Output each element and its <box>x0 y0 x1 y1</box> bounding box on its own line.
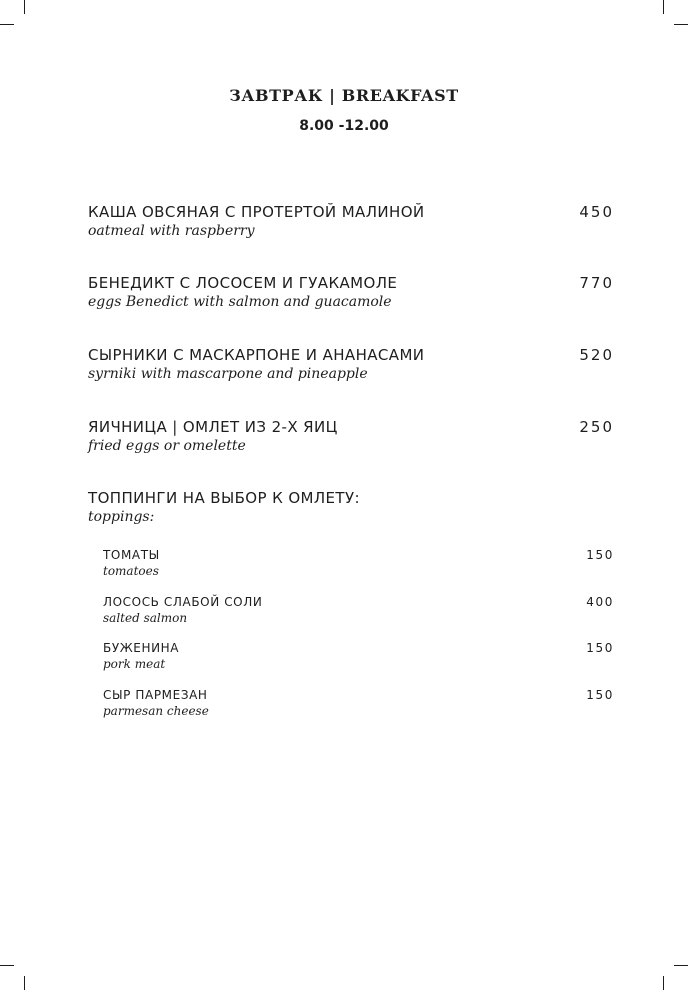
topping-name-ru: СЫР ПАРМЕЗАН <box>103 688 208 702</box>
topping-item <box>103 687 614 719</box>
crop-mark <box>0 965 14 966</box>
item-price: 520 <box>579 346 614 364</box>
topping-name-ru: БУЖЕНИНА <box>103 641 180 655</box>
topping-name-en: salted salmon <box>103 611 188 625</box>
topping-price: 150 <box>586 688 614 702</box>
item-name-en: eggs Benedict with salmon and guacamole <box>88 294 392 310</box>
toppings-title-ru: ТОППИНГИ НА ВЫБОР К ОМЛЕТУ: <box>88 489 360 507</box>
crop-mark <box>663 0 664 14</box>
item-name-ru: СЫРНИКИ С МАСКАРПОНЕ И АНАНАСАМИ <box>88 346 425 364</box>
item-name-ru: БЕНЕДИКТ С ЛОСОСЕМ И ГУАКАМОЛЕ <box>88 274 398 292</box>
item-name-ru: ЯИЧНИЦА | ОМЛЕТ ИЗ 2-Х ЯИЦ <box>88 418 338 436</box>
item-name-ru: КАША ОВСЯНАЯ С ПРОТЕРТОЙ МАЛИНОЙ <box>88 203 425 221</box>
item-name-en: syrniki with mascarpone and pineapple <box>88 366 368 382</box>
menu-title: ЗАВТРАК | BREAKFAST <box>229 86 459 105</box>
toppings-title-en: toppings: <box>88 509 155 525</box>
item-name-en: fried eggs or omelette <box>88 438 246 454</box>
crop-mark <box>674 965 688 966</box>
crop-mark <box>24 976 25 990</box>
topping-item <box>103 547 614 579</box>
topping-price: 400 <box>586 595 614 609</box>
toppings-header <box>88 489 614 527</box>
topping-name-ru: ЛОСОСЬ СЛАБОЙ СОЛИ <box>103 595 263 609</box>
menu-hours: 8.00 -12.00 <box>299 118 389 134</box>
menu-item <box>88 274 614 312</box>
topping-name-en: tomatoes <box>103 564 159 578</box>
item-price: 770 <box>579 274 614 292</box>
menu-item <box>88 203 614 241</box>
topping-price: 150 <box>586 548 614 562</box>
item-price: 250 <box>579 418 614 436</box>
crop-mark <box>24 0 25 14</box>
item-name-en: oatmeal with raspberry <box>88 223 255 239</box>
item-price: 450 <box>579 203 614 221</box>
menu-item <box>88 346 614 384</box>
topping-item <box>103 640 614 672</box>
topping-item <box>103 594 614 626</box>
topping-name-en: pork meat <box>103 657 166 671</box>
crop-mark <box>663 976 664 990</box>
crop-mark <box>674 24 688 25</box>
topping-price: 150 <box>586 641 614 655</box>
topping-name-ru: ТОМАТЫ <box>103 548 160 562</box>
menu-item <box>88 418 614 456</box>
topping-name-en: parmesan cheese <box>103 704 209 718</box>
crop-mark <box>0 24 14 25</box>
